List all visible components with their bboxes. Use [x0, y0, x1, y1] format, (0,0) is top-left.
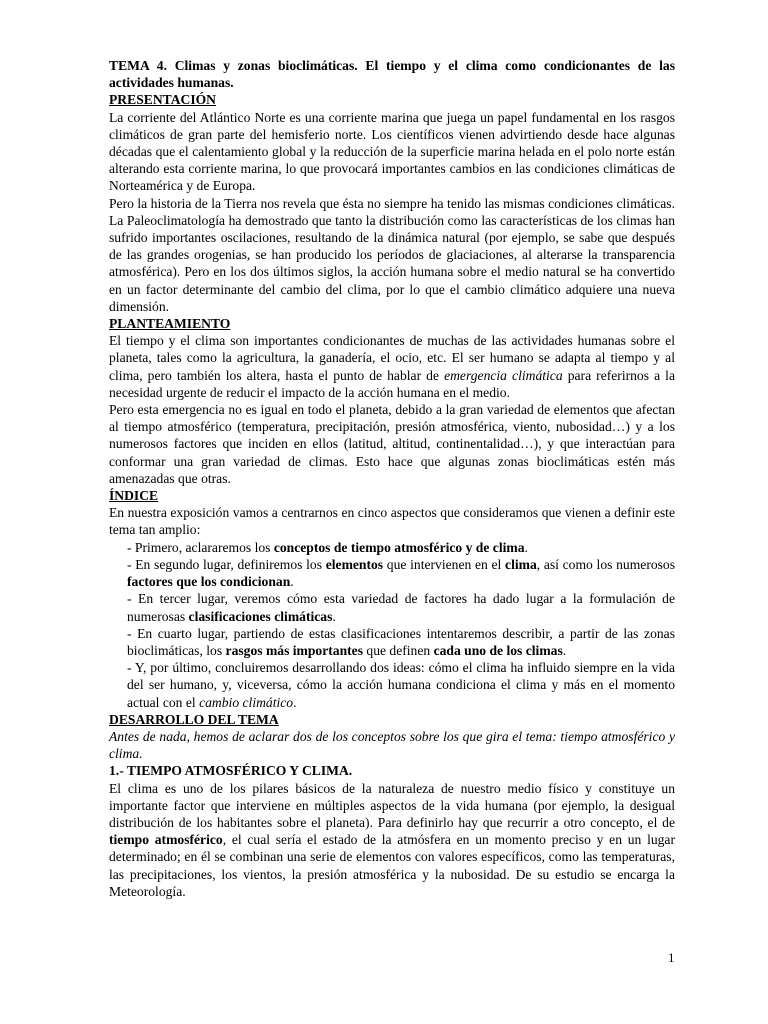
planteamiento-paragraph-1: El tiempo y el clima son importantes condicionantes de muchas de las actividades humanas sobre el planeta, tales como la agricultura, la ganadería, el ocio, etc. El ser humano se adapta al tiempo y al clima, pero también los altera, hasta el punto de hablar de emergencia climática para referirnos a la necesidad urgente de reducir el impacto de la acción humana en el medio.: [109, 333, 675, 400]
document-body: [109, 57, 675, 900]
heading-desarrollo: DESARROLLO DEL TEMA: [109, 711, 279, 727]
presentacion-paragraph-2: Pero la historia de la Tierra nos revela que ésta no siempre ha tenido las mismas condiciones climáticas. La Paleoclimatología ha demostrado que tanto la distribución como las características de los climas han sufrido importantes oscilaciones, resultando de la dinámica natural (por ejemplo, se sabe que después de las grandes orogenias, se han producido los períodos de glaciaciones, al alterarse la transparencia atmosférica). Pero en los dos últimos siglos, la acción humana sobre el medio natural se ha convertido en un factor determinante del cambio del clima, por lo que el cambio climático adquiere una nueva dimensión.: [109, 195, 675, 314]
page-number: 1: [668, 950, 675, 965]
document-title: TEMA 4. Climas y zonas bioclimáticas. El tiempo y el clima como condicionantes de las actividades humanas.: [109, 58, 675, 91]
indice-item-1: - Primero, aclararemos los conceptos de tiempo atmosférico y de clima.: [127, 539, 528, 555]
indice-intro: En nuestra exposición vamos a centrarnos en cinco aspectos que consideramos que vienen a definir este tema tan amplio:: [109, 505, 675, 538]
indice-item-5: - Y, por último, concluiremos desarrollando dos ideas: cómo el clima ha influido siempre en la vida del ser humano, y, viceversa, cómo la acción humana condiciona el clima y más en el momento actual con el cambio climático.: [127, 660, 675, 710]
indice-item-3: - En tercer lugar, veremos cómo esta variedad de factores ha dado lugar a la formulación de numerosas clasificaciones climáticas.: [127, 591, 675, 624]
section-1-heading: 1.- TIEMPO ATMOSFÉRICO Y CLIMA.: [109, 763, 353, 779]
desarrollo-intro: Antes de nada, hemos de aclarar dos de los conceptos sobre los que gira el tema: tiempo atmosférico y clima.: [109, 728, 675, 762]
section-1-paragraph-1: El clima es uno de los pilares básicos de la naturaleza de nuestro medio físico y constituye un importante factor que interviene en múltiples aspectos de la vida humana (por ejemplo, la desigual distribución de los habitantes sobre el planeta). Para definirlo hay que recurrir a otro concepto, el de tiempo atmosférico, el cual sería el estado de la atmósfera en un momento preciso y en un lugar determinado; en él se combinan una serie de elementos con valores específicos, como las temperaturas, las precipitaciones, los vientos, la presión atmosférica y la nubosidad. De su estudio se encarga la Meteorología.: [109, 780, 675, 899]
heading-indice: ÍNDICE: [109, 488, 159, 504]
indice-item-2: - En segundo lugar, definiremos los elementos que intervienen en el clima, así como los numerosos factores que los condicionan.: [127, 556, 676, 590]
planteamiento-paragraph-2: Pero esta emergencia no es igual en todo el planeta, debido a la gran variedad de elementos que afectan al tiempo atmosférico (temperatura, precipitación, presión atmosférica, viento, nubosidad…) y a los numerosos factores que inciden en ellos (latitud, altitud, continentalidad…), y que interactúan para conformar una gran variedad de climas. Esto hace que algunas zonas bioclimáticas estén más amenazadas que otras.: [109, 402, 675, 486]
presentacion-paragraph-1: La corriente del Atlántico Norte es una corriente marina que juega un papel fundamental en los rasgos climáticos de gran parte del hemisferio norte. Los científicos vienen advirtiendo desde hace algunas décadas que el calentamiento global y la reducción de la superficie marina helada en el polo norte están alterando esta corriente marina, lo que provocará importantes cambios en las condiciones climáticas de Norteamérica y de Europa.: [109, 109, 675, 194]
indice-item-4: - En cuarto lugar, partiendo de estas clasificaciones intentaremos describir, a partir de las zonas bioclimáticas, los rasgos más importantes que definen cada uno de los climas.: [127, 625, 675, 658]
heading-planteamiento: PLANTEAMIENTO: [109, 316, 231, 332]
heading-presentacion: PRESENTACIÓN: [109, 92, 217, 108]
